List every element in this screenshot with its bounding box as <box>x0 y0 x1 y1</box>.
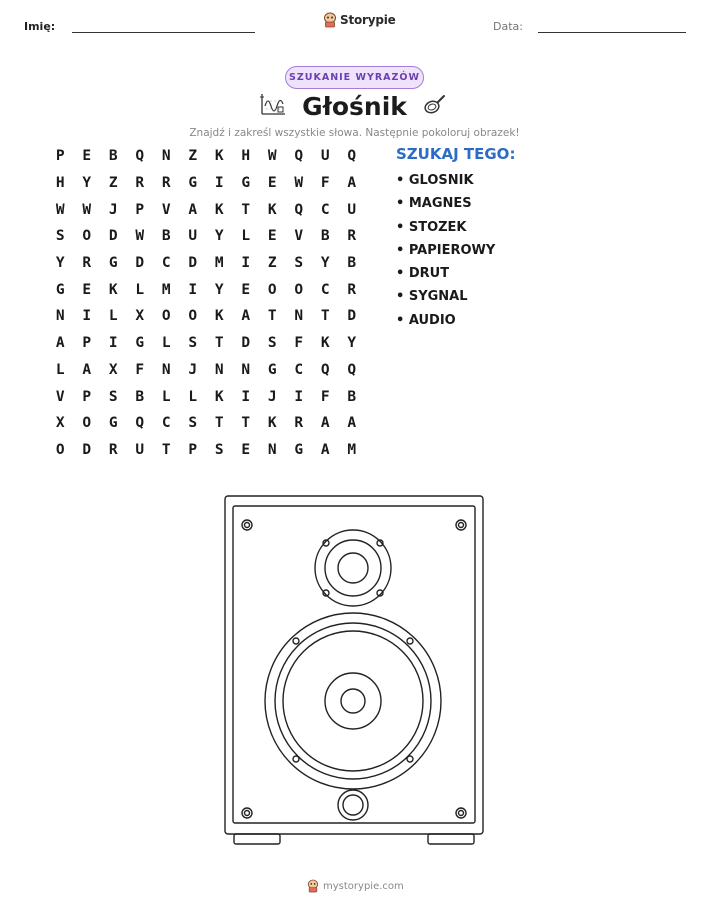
grid-letter: Y <box>55 255 65 272</box>
name-line <box>72 32 255 33</box>
grid-letter: F <box>320 175 330 192</box>
grid-letter: I <box>241 388 251 405</box>
grid-letter: A <box>82 361 92 378</box>
grid-letter: T <box>241 415 251 432</box>
grid-row <box>47 143 367 170</box>
grid-row <box>47 250 367 277</box>
grid-letter: G <box>108 415 118 432</box>
grid-letter: K <box>320 335 330 352</box>
grid-letter: D <box>347 308 357 325</box>
grid-letter: Q <box>135 148 145 165</box>
grid-letter: G <box>267 361 277 378</box>
instructions-text: Znajdź i zakreśl wszystkie słowa. Następnie pokoloruj obrazek! <box>189 127 520 139</box>
grid-letter: I <box>241 255 251 272</box>
grid-letter: A <box>347 175 357 192</box>
grid-letter: E <box>241 441 251 458</box>
name-label: Imię: <box>24 20 56 33</box>
grid-row <box>47 357 367 384</box>
grid-letter: O <box>55 441 65 458</box>
grid-letter: A <box>241 308 251 325</box>
grid-letter: U <box>135 441 145 458</box>
grid-letter: B <box>347 255 357 272</box>
grid-letter: L <box>241 228 251 245</box>
grid-letter: Q <box>347 361 357 378</box>
grid-letter: O <box>294 281 304 298</box>
grid-letter: Y <box>82 175 92 192</box>
grid-letter: Y <box>214 281 224 298</box>
grid-letter: C <box>320 201 330 218</box>
grid-letter: K <box>267 415 277 432</box>
grid-letter: O <box>267 281 277 298</box>
grid-letter: Y <box>347 335 357 352</box>
grid-letter: K <box>108 281 118 298</box>
grid-letter: I <box>82 308 92 325</box>
grid-letter: T <box>241 201 251 218</box>
grid-letter: Z <box>267 255 277 272</box>
grid-letter: K <box>214 148 224 165</box>
grid-letter: R <box>161 175 171 192</box>
grid-letter: E <box>82 281 92 298</box>
word-list-item: • PAPIEROWY <box>396 242 496 258</box>
grid-letter: O <box>82 228 92 245</box>
grid-letter: G <box>135 335 145 352</box>
grid-letter: G <box>294 441 304 458</box>
grid-letter: P <box>188 441 198 458</box>
grid-letter: B <box>108 148 118 165</box>
word-list-title: SZUKAJ TEGO: <box>396 145 516 163</box>
grid-letter: W <box>267 148 277 165</box>
grid-letter: A <box>347 415 357 432</box>
grid-letter: S <box>188 415 198 432</box>
grid-letter: R <box>135 175 145 192</box>
grid-letter: G <box>55 281 65 298</box>
grid-letter: U <box>320 148 330 165</box>
footer <box>307 879 404 893</box>
brand-name: Storypie <box>340 13 396 27</box>
grid-letter: X <box>135 308 145 325</box>
grid-letter: F <box>320 388 330 405</box>
grid-letter: I <box>214 175 224 192</box>
grid-letter: I <box>108 335 118 352</box>
grid-letter: P <box>82 335 92 352</box>
speaker-coloring-image <box>222 491 486 851</box>
grid-letter: N <box>55 308 65 325</box>
word-list <box>396 171 495 334</box>
storypie-logo <box>323 12 396 28</box>
grid-letter: T <box>320 308 330 325</box>
letter-grid <box>47 143 367 463</box>
grid-letter: Y <box>214 228 224 245</box>
grid-letter: E <box>267 175 277 192</box>
grid-row <box>47 196 367 223</box>
storypie-mascot-icon <box>323 12 337 28</box>
date-line <box>538 32 686 33</box>
grid-letter: T <box>267 308 277 325</box>
grid-letter: F <box>135 361 145 378</box>
grid-row <box>47 170 367 197</box>
grid-letter: J <box>267 388 277 405</box>
grid-letter: A <box>55 335 65 352</box>
grid-letter: W <box>55 201 65 218</box>
grid-letter: V <box>161 201 171 218</box>
grid-letter: G <box>108 255 118 272</box>
grid-letter: N <box>294 308 304 325</box>
word-list-item: • STOZEK <box>396 219 467 235</box>
grid-letter: W <box>135 228 145 245</box>
grid-letter: R <box>347 228 357 245</box>
grid-row <box>47 383 367 410</box>
grid-letter: L <box>55 361 65 378</box>
grid-row <box>47 276 367 303</box>
grid-letter: L <box>135 281 145 298</box>
grid-letter: M <box>214 255 224 272</box>
grid-letter: Q <box>347 148 357 165</box>
grid-letter: E <box>82 148 92 165</box>
grid-letter: F <box>294 335 304 352</box>
word-list-item: • AUDIO <box>396 312 456 328</box>
grid-letter: K <box>267 201 277 218</box>
grid-letter: S <box>108 388 118 405</box>
magnifier-icon <box>420 94 446 116</box>
grid-letter: N <box>267 441 277 458</box>
grid-letter: T <box>214 335 224 352</box>
grid-letter: O <box>82 415 92 432</box>
word-list-item: • SYGNAL <box>396 289 468 305</box>
grid-letter: L <box>108 308 118 325</box>
grid-letter: K <box>214 388 224 405</box>
grid-letter: I <box>294 388 304 405</box>
grid-letter: Z <box>108 175 118 192</box>
grid-letter: C <box>161 255 171 272</box>
word-list-item: • MAGNES <box>396 196 472 212</box>
grid-letter: P <box>82 388 92 405</box>
grid-letter: Q <box>294 201 304 218</box>
grid-row <box>47 303 367 330</box>
grid-letter: R <box>347 281 357 298</box>
grid-letter: E <box>241 281 251 298</box>
grid-letter: Q <box>135 415 145 432</box>
grid-letter: R <box>108 441 118 458</box>
grid-letter: O <box>188 308 198 325</box>
grid-letter: Y <box>320 255 330 272</box>
grid-letter: D <box>135 255 145 272</box>
word-list-item: • DRUT <box>396 266 450 282</box>
grid-letter: W <box>294 175 304 192</box>
grid-row <box>47 410 367 437</box>
grid-letter: E <box>267 228 277 245</box>
grid-letter: C <box>294 361 304 378</box>
grid-letter: T <box>161 441 171 458</box>
grid-letter: Z <box>188 148 198 165</box>
grid-letter: G <box>188 175 198 192</box>
grid-letter: C <box>161 415 171 432</box>
grid-letter: G <box>241 175 251 192</box>
grid-letter: S <box>188 335 198 352</box>
grid-row <box>47 330 367 357</box>
grid-letter: C <box>320 281 330 298</box>
grid-letter: D <box>188 255 198 272</box>
grid-letter: M <box>347 441 357 458</box>
grid-row <box>47 437 367 464</box>
grid-letter: V <box>55 388 65 405</box>
grid-letter: N <box>241 361 251 378</box>
grid-letter: D <box>82 441 92 458</box>
grid-letter: H <box>241 148 251 165</box>
grid-letter: S <box>214 441 224 458</box>
grid-letter: I <box>188 281 198 298</box>
grid-letter: N <box>161 361 171 378</box>
grid-letter: P <box>135 201 145 218</box>
grid-letter: T <box>214 415 224 432</box>
grid-letter: J <box>108 201 118 218</box>
grid-row <box>47 223 367 250</box>
word-list-item: • GLOSNIK <box>396 173 474 188</box>
grid-letter: L <box>188 388 198 405</box>
grid-letter: L <box>161 388 171 405</box>
grid-letter: H <box>55 175 65 192</box>
grid-letter: B <box>135 388 145 405</box>
grid-letter: D <box>241 335 251 352</box>
grid-letter: R <box>82 255 92 272</box>
grid-letter: A <box>320 441 330 458</box>
grid-letter: B <box>347 388 357 405</box>
date-label: Data: <box>493 20 523 33</box>
grid-letter: S <box>55 228 65 245</box>
grid-letter: M <box>161 281 171 298</box>
grid-letter: P <box>55 148 65 165</box>
footer-url: mystorypie.com <box>323 880 404 892</box>
grid-letter: A <box>320 415 330 432</box>
activity-badge: SZUKANIE WYRAZÓW <box>285 66 424 89</box>
grid-letter: J <box>188 361 198 378</box>
grid-letter: U <box>347 201 357 218</box>
grid-letter: S <box>267 335 277 352</box>
grid-letter: D <box>108 228 118 245</box>
grid-letter: U <box>188 228 198 245</box>
grid-letter: K <box>214 308 224 325</box>
grid-letter: R <box>294 415 304 432</box>
page-title: Głośnik <box>302 92 407 121</box>
grid-letter: W <box>82 201 92 218</box>
grid-letter: B <box>320 228 330 245</box>
grid-letter: X <box>55 415 65 432</box>
grid-letter: L <box>161 335 171 352</box>
grid-letter: O <box>161 308 171 325</box>
grid-letter: K <box>214 201 224 218</box>
grid-letter: X <box>108 361 118 378</box>
storypie-mascot-icon <box>307 879 319 893</box>
grid-letter: B <box>161 228 171 245</box>
grid-letter: Q <box>320 361 330 378</box>
grid-letter: N <box>214 361 224 378</box>
grid-letter: A <box>188 201 198 218</box>
grid-letter: S <box>294 255 304 272</box>
grid-letter: V <box>294 228 304 245</box>
grid-letter: N <box>161 148 171 165</box>
grid-letter: Q <box>294 148 304 165</box>
